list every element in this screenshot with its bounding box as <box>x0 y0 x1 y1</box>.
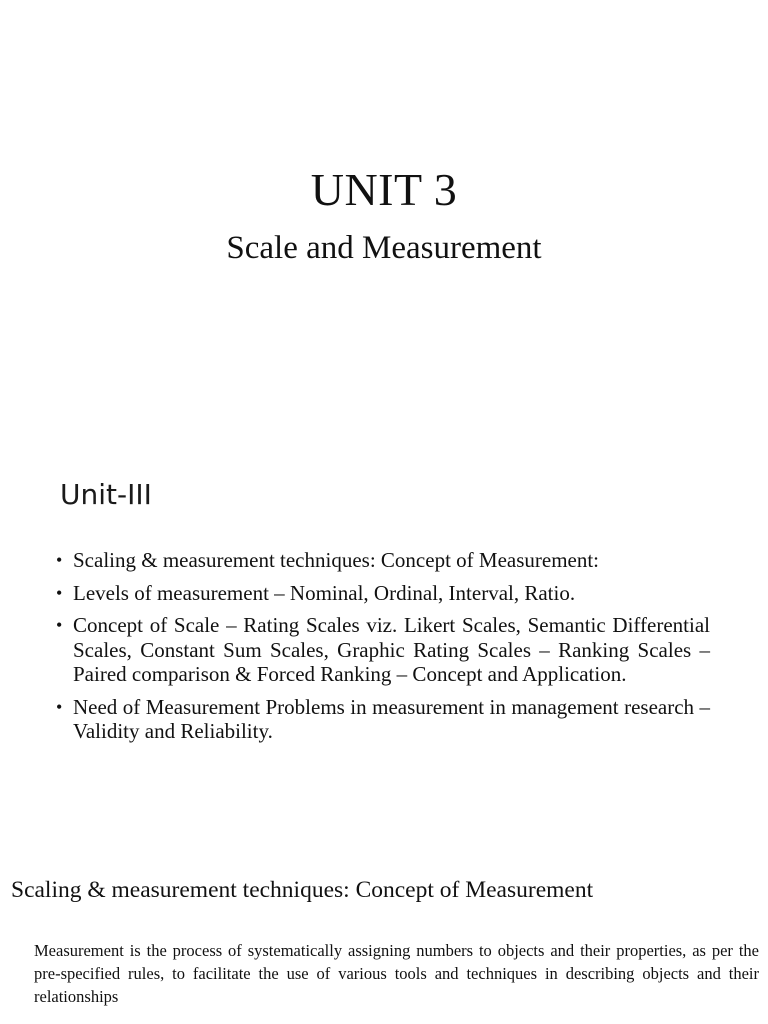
bullet-text: Need of Measurement Problems in measurement in management research – Validity and Reliability. <box>73 694 710 743</box>
slide-syllabus <box>0 460 768 790</box>
bullet-text: Scaling & measurement techniques: Concept of Measurement: <box>73 548 600 572</box>
bullet-icon: • <box>56 550 63 570</box>
bullet-icon: • <box>56 696 63 717</box>
syllabus-heading: Unit-III <box>60 478 152 511</box>
definition-paragraph: Measurement is the process of systematically assigning numbers to objects and their properties, as per the pre-specified rules, to facilitate the use of various tools and techniques in describing objects and their relationships <box>34 941 759 1006</box>
section-heading: Scaling & measurement techniques: Concept of Measurement <box>11 877 594 903</box>
bullet-text: Levels of measurement – Nominal, Ordinal, Interval, Ratio. <box>73 580 576 605</box>
syllabus-bullet-list <box>56 548 710 752</box>
bullet-icon: • <box>56 615 63 635</box>
bullet-item <box>56 548 710 573</box>
bullet-item <box>56 581 710 606</box>
bullet-text: Concept of Scale – Rating Scales viz. Likert Scales, Semantic Differential Scales, Constant Sum Scales, Graphic Rating Scales – Ranking Scales – Paired comparison & Forced Ranking – Concept and Application. <box>73 613 710 686</box>
slide-measurement-concept <box>0 860 768 1024</box>
bullet-item <box>56 613 710 687</box>
slide-title <box>0 0 768 300</box>
bullet-icon: • <box>56 582 63 603</box>
bullet-item <box>56 695 710 744</box>
unit-subtitle: Scale and Measurement <box>226 230 542 266</box>
unit-title: UNIT 3 <box>310 164 458 215</box>
